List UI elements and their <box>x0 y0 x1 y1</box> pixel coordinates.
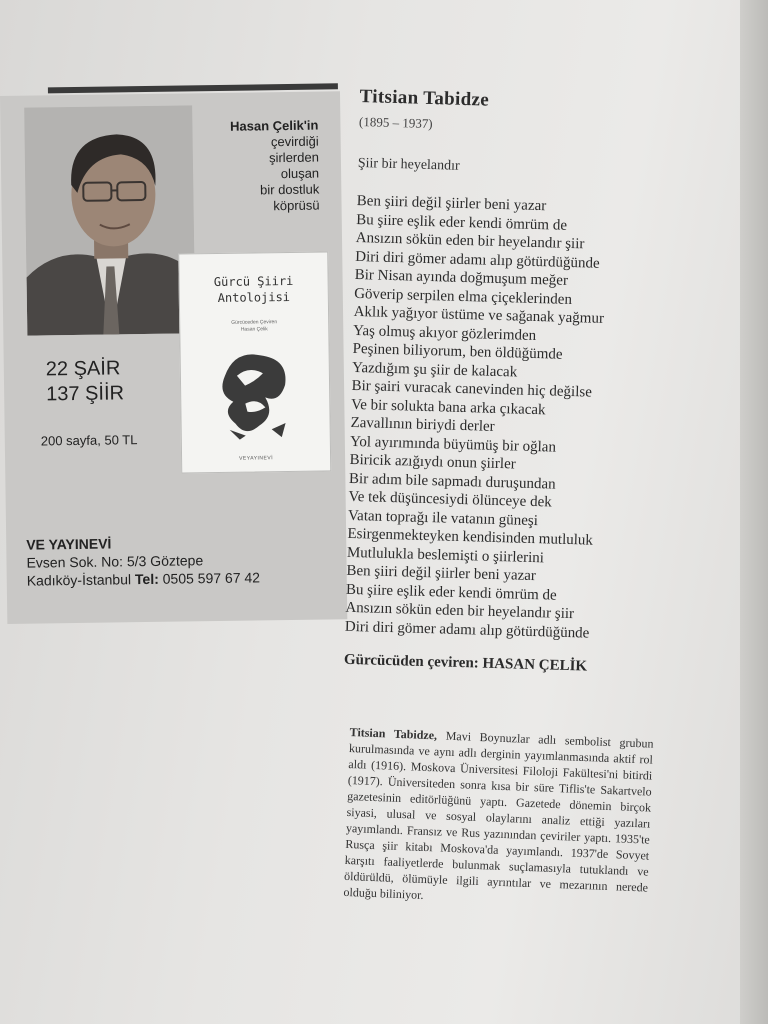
poem-line: Bir Nisan ayında doğmuşum meğer <box>354 266 569 289</box>
publisher-address: Evsen Sok. No: 5/3 Göztepe <box>26 552 204 571</box>
book-subtitle <box>180 318 328 334</box>
ad-counts <box>46 356 125 407</box>
tagline-line: şirlerden <box>268 149 319 166</box>
poem-line: Yaş olmuş akıyor gözlerimden <box>352 322 537 344</box>
poem-body <box>345 192 687 645</box>
poem-line: Peşinen biliyorum, ben öldüğümde <box>352 340 563 363</box>
poem-line: Bir adım bile sapmadı duruşundan <box>348 470 556 493</box>
poem-line: Biricik azığıydı onun şiirler <box>349 451 516 473</box>
poem-line: Bu şiire eşlik eder kendi ömrüm de <box>356 211 568 234</box>
page-edge <box>740 0 768 1024</box>
publisher-address-phone <box>27 569 260 588</box>
poem-line: Diri diri gömer adamı alıp götürdüğünde <box>344 618 590 642</box>
poem-line: Esirgenmekteyken kendisinden mutluluk <box>347 525 594 549</box>
poem-line: Yazdığım şu şiir de kalacak <box>351 359 518 380</box>
book-title-line: Antolojisi <box>217 289 291 305</box>
poem-line: Göverip serpilen elma çiçeklerinden <box>353 285 573 308</box>
bio-poet-name: Titsian Tabidze, <box>349 724 438 743</box>
poem-count: 137 ŞİİR <box>46 382 125 406</box>
book-publisher: VEYAYINEVİ <box>239 455 274 462</box>
poet-biography <box>343 724 654 912</box>
poem-line: Diri diri gömer adamı alıp götürdüğünde <box>355 248 600 272</box>
phone-number: 0505 597 67 42 <box>162 569 261 587</box>
ad-tagline <box>200 118 319 216</box>
poem-line: Ben şiiri değil şiirler beni yazar <box>346 562 537 585</box>
bio-text: Mavi Boynuzlar adlı sembolist grubun kurulmasında ve aynı adlı derginin yayımlanmasında aktif rol aldı (1916). Moskova Üniversitesi Filoloji Fakültesi'ni bitirdi (1917). Üniversiteden sonra kısa bir süre Tiflis'te Sakartvelo gazetesinin editörlüğünü yaptı. Gazetede dönemin birçok siyasi, ulusal ve sosyal olaylarını analiz ettiği yazıları yayımlandı. Fransız ve Rus yazınından çeviriler yaptı. 1935'te Rusça şiir kitabı Moskova'da yayımlandı. 1937'de Sovyet karşıtı faaliyetlerde bulunmak suçlamasıyla tutuklandı ve öldürüldü, ölümüyle ilgili ayrıntılar ve mezarının nerede olduğu biliniyor. <box>343 728 654 902</box>
book-subtitle-line: Hasan Çelik <box>240 326 268 333</box>
poem-line: Yol ayırımında büyümüş bir oğlan <box>349 433 557 456</box>
poem-line: Ansızın sökün eden bir heyelandır şiir <box>355 229 585 253</box>
poem-line: Vatan toprağı ile vatanın güneşi <box>347 507 539 529</box>
poem-title: Şiir bir heyelandır <box>357 155 460 174</box>
book-price: 200 sayfa, 50 TL <box>40 432 138 449</box>
book-title-line: Gürcü Şiiri <box>213 273 294 290</box>
poet-count: 22 ŞAİR <box>45 357 121 381</box>
book-title <box>180 272 328 306</box>
publisher-name: VE YAYINEVİ <box>26 535 112 553</box>
tagline-line: oluşan <box>280 165 320 182</box>
poem-line: Bu şiire eşlik eder kendi ömrüm de <box>345 581 557 604</box>
publisher-city: Kadıköy-İstanbul <box>26 571 132 589</box>
poem-line: Bir şairi vuracak canevinden hiç değilse <box>351 377 593 401</box>
poem-line: Ve tek düşüncesiydi ölünceye dek <box>348 488 552 511</box>
poem-line: Ansızın sökün eden bir heyelandır şiir <box>345 599 575 623</box>
poem-line: Ve bir solukta bana arka çıkacak <box>350 396 546 418</box>
ad-top-rule <box>48 83 338 93</box>
poem-section <box>344 86 690 678</box>
poet-years: (1895 – 1937) <box>358 113 433 132</box>
phone-label: Tel: <box>134 570 159 588</box>
book-cover-illustration <box>215 345 296 442</box>
poem-line: Mutlulukla beslemişti o şiirlerini <box>346 544 545 566</box>
poem-line: Zavallının biriydi derler <box>350 414 495 435</box>
tagline-line: köprüsü <box>273 197 320 214</box>
book-cover <box>178 251 331 473</box>
poem-line: Ben şiiri değil şiirler beni yazar <box>356 192 547 215</box>
poem-line: Aklık yağıyor üstüme ve sağanak yağmur <box>353 303 605 327</box>
tagline-name: Hasan Çelik'in <box>229 117 319 134</box>
tagline-line: çevirdiği <box>270 133 319 150</box>
publisher-info <box>26 532 260 589</box>
translator-credit: Gürcücüden çeviren: HASAN ÇELİK <box>343 651 588 675</box>
translator-photo <box>24 105 195 335</box>
book-advertisement <box>0 91 347 624</box>
book-subtitle-line: Gürcüceden Çeviren <box>231 319 278 326</box>
tagline-line: bir dostluk <box>259 181 320 198</box>
poet-name: Titsian Tabidze <box>359 86 490 111</box>
